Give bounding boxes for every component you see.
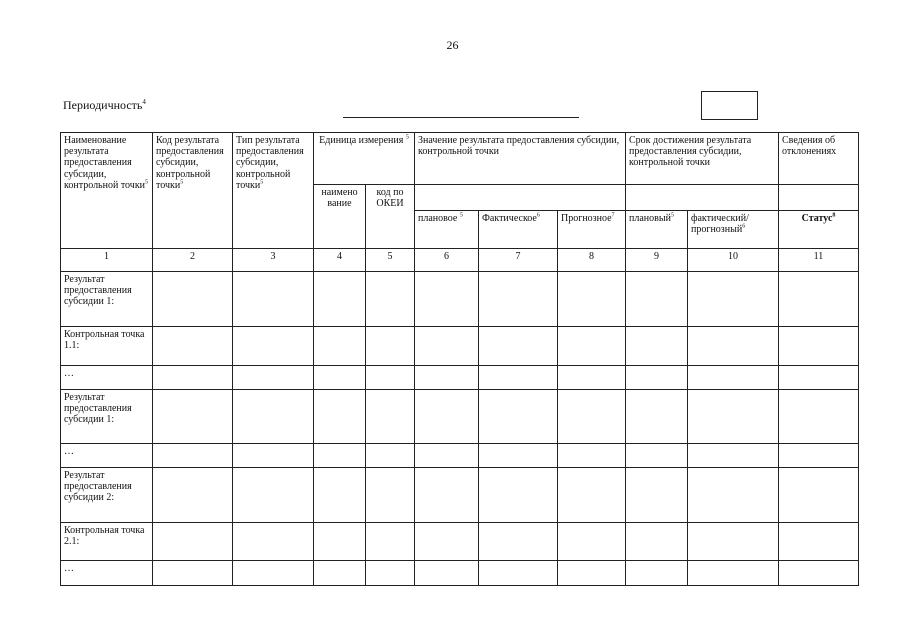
header-unit-okei: код по ОКЕИ [366, 185, 415, 249]
report-table [60, 132, 859, 586]
table-row [61, 444, 859, 468]
header-unit: Единица измерения $^5$ [314, 133, 415, 185]
row-label: Контрольная точка 1.1: [61, 327, 153, 366]
table-row [61, 523, 859, 561]
row-label: Результат предоставления субсидии 1: [61, 272, 153, 327]
header-value-actual: Фактическое$^6$ [479, 211, 558, 249]
row-label: Результат предоставления субсидии 1: [61, 390, 153, 444]
periodicity-code-box[interactable] [701, 91, 758, 120]
table-row [61, 272, 859, 327]
header-type: Тип результата предоставления субсидии, контрольной точки$^5$ [233, 133, 314, 249]
periodicity-label: Периодичность$^4$ [63, 98, 146, 112]
row-label: Контрольная точка 2.1: [61, 523, 153, 561]
header-deadline-actual: фактический/ прогнозный$^6$ [688, 211, 779, 249]
header-deadline: Срок достижения результата предоставления субсидии, контрольной точки [626, 133, 779, 185]
header-status: Статус$^8$ [779, 211, 859, 249]
table-row [61, 468, 859, 523]
header-value-planned: плановое $^5$ [415, 211, 479, 249]
table-row [61, 366, 859, 390]
footnote-ref: 4 [142, 98, 146, 106]
header-value-forecast: Прогнозное$^7$ [558, 211, 626, 249]
page-number: 26 [446, 38, 459, 52]
column-number-row: 1 2 3 4 5 6 7 8 9 10 11 [61, 249, 859, 272]
row-label: … [61, 366, 153, 390]
header-name: Наименование результата предоставления субсидии, контрольной точки$^5$ [61, 133, 153, 249]
periodicity-input-line[interactable] [343, 117, 579, 118]
header-deadline-planned: плановый$^5$ [626, 211, 688, 249]
table-row [61, 561, 859, 586]
table-row [61, 327, 859, 366]
header-value: Значение результата предоставления субсидии, контрольной точки [415, 133, 626, 185]
row-label: … [61, 561, 153, 586]
header-code: Код результата предоставления субсидии, контрольной точки$^5$ [153, 133, 233, 249]
row-label: … [61, 444, 153, 468]
header-deviation: Сведения об отклонениях [779, 133, 859, 185]
header-unit-name: наимено вание [314, 185, 366, 249]
row-label: Результат предоставления субсидии 2: [61, 468, 153, 523]
table-row [61, 390, 859, 444]
